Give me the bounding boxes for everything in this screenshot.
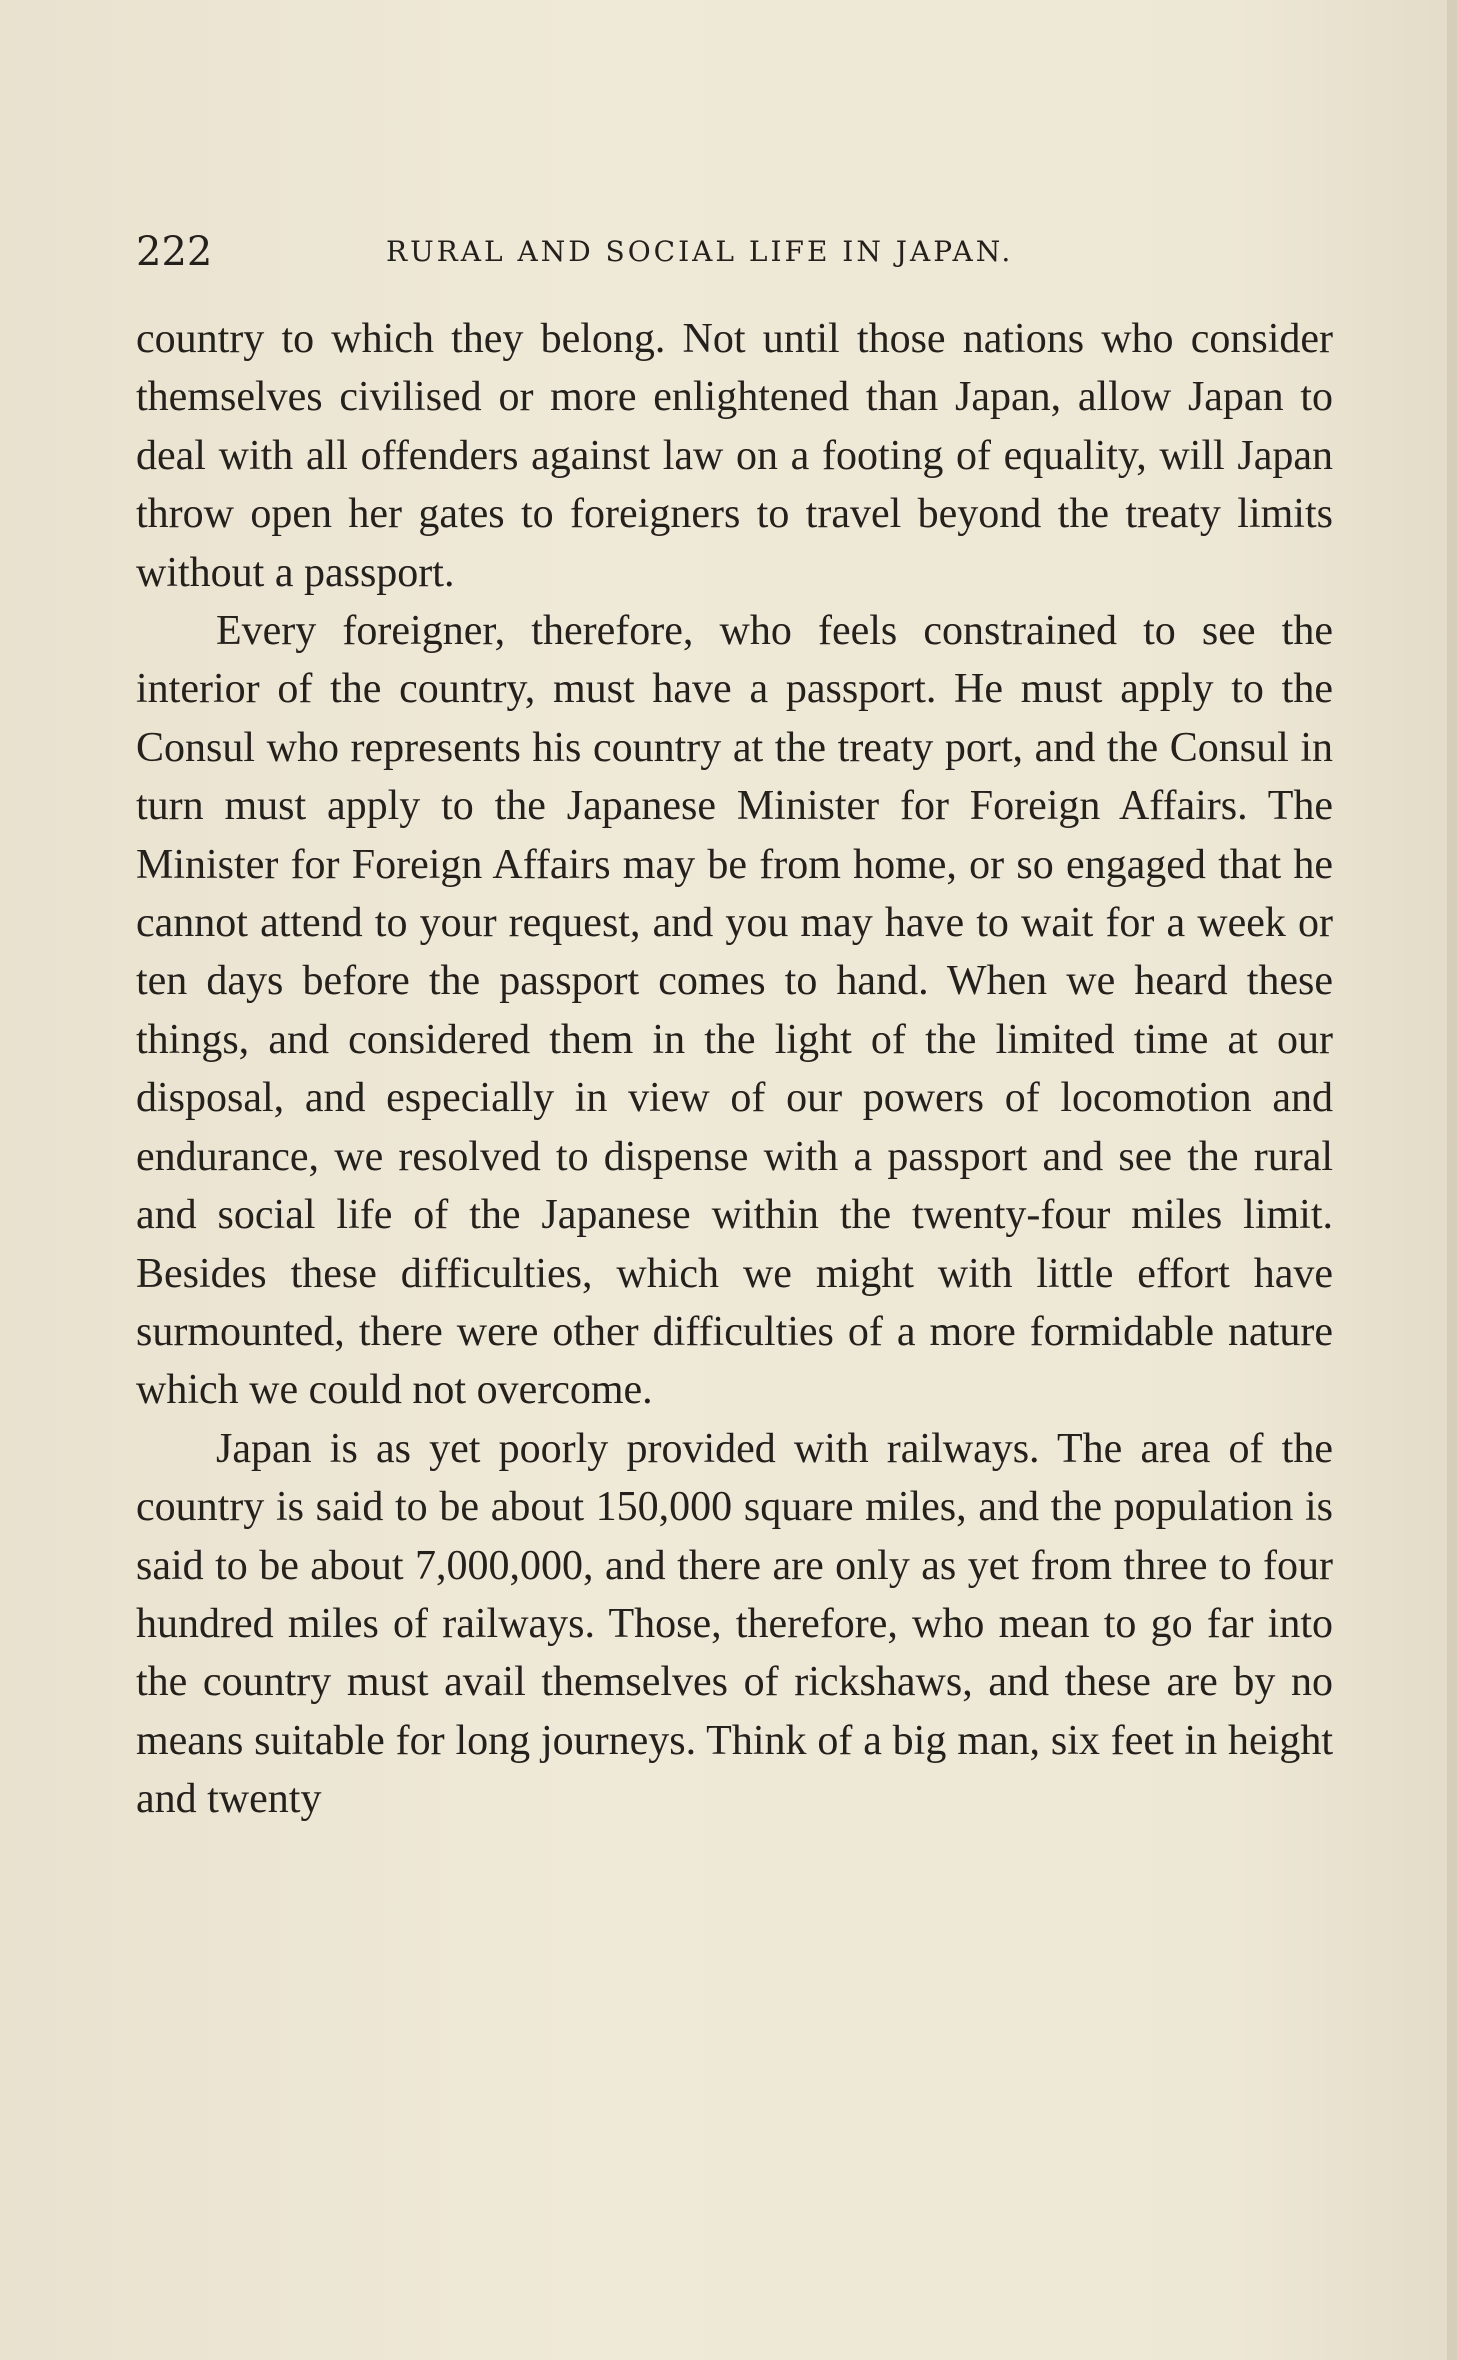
page-header — [136, 222, 1336, 282]
running-head: RURAL AND SOCIAL LIFE IN JAPAN. — [386, 235, 1014, 268]
page-edge — [1447, 0, 1457, 2360]
paragraph: country to which they belong. Not until those nations who consider themselves civilised or more enlightened than Japan, allow Japan to deal with all offenders against law on a footing of equality, will Japan throw open her gates to foreigners to travel beyond the treaty limits without a passport. — [136, 316, 1333, 596]
body-text — [136, 310, 1333, 1829]
paragraph: Japan is as yet poorly provided with railways. The area of the country is said to be about 150,000 square miles, and the population is said to be about 7,000,000, and there are only as yet from three to four hundred miles of railways. Those, therefore, who mean to go far into the country must avail themselves of rickshaws, and these are by no means suitable for long journeys. Think of a big man, six feet in height and twenty — [136, 1425, 1333, 1823]
page-number: 222 — [136, 229, 213, 275]
paragraph: Every foreigner, therefore, who feels constrained to see the interior of the country, must have a passport. He must apply to the Consul who represents his country at the treaty port, and the Consul in turn must apply to the Japanese Minister for Foreign Affairs. The Minister for Foreign Affairs may be from home, or so engaged that he cannot attend to your request, and you may have to wait for a week or ten days before the passport comes to hand. When we heard these things, and considered them in the light of the limited time at our disposal, and especially in view of our powers of locomotion and endurance, we resolved to dispense with a passport and see the rural and social life of the Japanese within the twenty-four miles limit. Besides these difficulties, which we might with little effort have surmounted, there were other difficulties of a more formidable nature which we could not overcome. — [136, 608, 1333, 1414]
